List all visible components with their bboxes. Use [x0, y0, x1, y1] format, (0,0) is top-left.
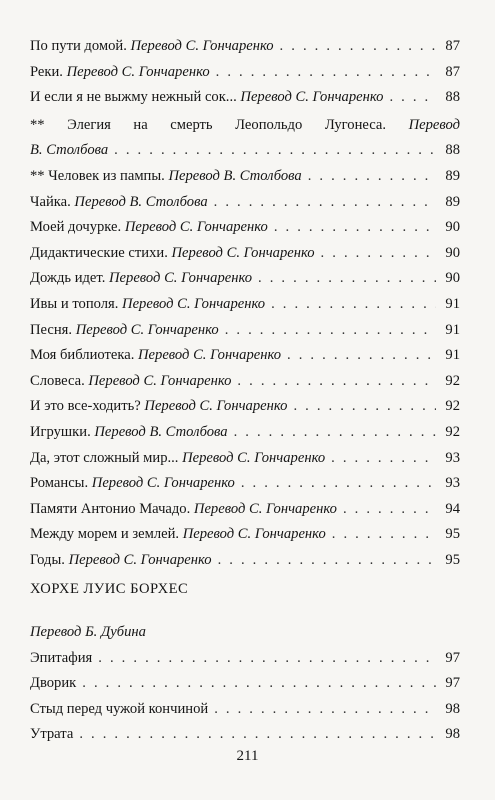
entry-title: Песня.: [30, 321, 76, 338]
entry-translator: Перевод С. Гончаренко: [122, 295, 266, 312]
toc-entry: [30, 292, 460, 318]
entry-translator: В. Столбова: [30, 142, 109, 159]
entry-title: Дождь идет.: [30, 270, 109, 287]
entry-title: Ивы и тополя.: [30, 295, 123, 312]
entry-translator: Перевод С. Гончаренко: [193, 500, 337, 517]
entry-translator: Перевод С. Гончаренко: [68, 551, 212, 568]
entry-title: Да, этот сложный мир...: [30, 449, 183, 466]
toc-entry: [30, 369, 460, 395]
section-contents: [30, 620, 460, 748]
dot-leader: [216, 60, 436, 86]
entry-page-number: 92: [445, 398, 460, 415]
entry-translator: Перевод С. Гончаренко: [75, 321, 219, 338]
entry-title: ** Человек из пампы.: [30, 167, 169, 184]
entry-title-word: Леопольдо: [235, 116, 303, 133]
dot-leader: [332, 522, 436, 548]
entry-translator: Перевод С. Гончаренко: [66, 63, 210, 80]
section-translator: Перевод Б. Дубина: [30, 624, 146, 640]
toc-entry: [30, 471, 460, 497]
entry-title: Дворик: [30, 675, 77, 692]
entry-title-word: **: [30, 116, 45, 133]
entry-translator: Перевод С. Гончаренко: [130, 38, 274, 54]
entry-title: Памяти Антонио Мачадо.: [30, 500, 194, 517]
dot-leader: [321, 241, 436, 267]
page-number: 211: [236, 748, 259, 764]
dot-leader: [343, 497, 436, 523]
entry-title-word: Лугонеса.: [324, 116, 387, 133]
table-of-contents: [30, 34, 460, 573]
entry-page-number: 90: [445, 244, 460, 261]
entry-title: Моей дочурке.: [30, 219, 125, 236]
entry-title: Эпитафия: [30, 649, 93, 666]
dot-leader: [258, 266, 436, 292]
entry-translator: Перевод С. Гончаренко: [182, 449, 326, 466]
dot-leader: [389, 85, 436, 111]
entry-translator: Перевод С. Гончаренко: [182, 526, 326, 543]
entry-page-number: 88: [445, 89, 460, 106]
toc-entry: [30, 446, 460, 472]
toc-entry: [30, 646, 460, 672]
toc-entry: [30, 164, 460, 190]
dot-leader: [79, 722, 436, 748]
dot-leader: [241, 471, 436, 497]
entry-title: По пути домой.: [30, 38, 131, 54]
entry-title: Чайка.: [30, 193, 75, 210]
entry-page-number: 97: [445, 675, 460, 692]
toc-entry: [30, 671, 460, 697]
dot-leader: [114, 138, 436, 164]
entry-page-number: 95: [445, 551, 460, 568]
entry-translator: Перевод С. Гончаренко: [144, 398, 288, 415]
entry-page-number: 92: [445, 372, 460, 389]
entry-title: Годы.: [30, 551, 69, 568]
dot-leader: [237, 369, 436, 395]
toc-entry: [30, 343, 460, 369]
toc-entry: [30, 522, 460, 548]
entry-translator: Перевод: [408, 116, 460, 133]
dot-leader: [214, 190, 436, 216]
entry-page-number: 93: [445, 449, 460, 466]
dot-leader: [287, 343, 436, 369]
dot-leader: [271, 292, 436, 318]
toc-entry: [30, 318, 460, 344]
toc-entry: [30, 722, 460, 748]
entry-translator: Перевод С. Гончаренко: [240, 89, 384, 106]
entry-title: Моя библиотека.: [30, 347, 138, 364]
entry-translator: Перевод С. Гончаренко: [171, 244, 315, 261]
entry-page-number: 98: [445, 726, 460, 743]
toc-entry: [30, 697, 460, 723]
entry-title: И если я не выжму нежный сок...: [30, 89, 241, 106]
entry-title: Стыд перед чужой кончиной: [30, 700, 209, 717]
entry-title: Дидактические стихи.: [30, 244, 172, 261]
section-heading: ХОРХЕ ЛУИС БОРХЕС: [30, 581, 189, 597]
entry-translator: Перевод С. Гончаренко: [109, 270, 253, 287]
dot-leader: [98, 646, 436, 672]
dot-leader: [234, 420, 436, 446]
entry-translator: Перевод С. Гончаренко: [91, 475, 235, 492]
entry-translator: Перевод В. Столбова: [74, 193, 208, 210]
toc-entry: [30, 394, 460, 420]
entry-translator: Перевод С. Гончаренко: [138, 347, 282, 364]
entry-title: Игрушки.: [30, 423, 95, 440]
entry-title: Между морем и землей.: [30, 526, 183, 543]
entry-title: Реки.: [30, 63, 67, 80]
toc-entry: [30, 548, 460, 574]
toc-entry-multiline: [30, 113, 460, 164]
entry-page-number: 92: [445, 423, 460, 440]
toc-entry: [30, 420, 460, 446]
entry-page-number: 87: [445, 63, 460, 80]
entry-translator: Перевод В. Столбова: [94, 423, 228, 440]
dot-leader: [214, 697, 436, 723]
entry-title: Словеса.: [30, 372, 89, 389]
toc-entry: [30, 34, 460, 60]
dot-leader: [82, 671, 436, 697]
entry-page-number: 88: [445, 142, 460, 159]
entry-page-number: 91: [445, 321, 460, 338]
entry-title-word: смерть: [170, 116, 213, 133]
entry-page-number: 87: [445, 38, 460, 54]
entry-page-number: 93: [445, 475, 460, 492]
dot-leader: [225, 318, 436, 344]
entry-page-number: 97: [445, 649, 460, 666]
entry-page-number: 95: [445, 526, 460, 543]
entry-page-number: 89: [445, 193, 460, 210]
entry-title: И это все-ходить?: [30, 398, 145, 415]
entry-page-number: 91: [445, 347, 460, 364]
dot-leader: [331, 446, 436, 472]
entry-translator: Перевод С. Гончаренко: [124, 219, 268, 236]
toc-entry: [30, 241, 460, 267]
dot-leader: [218, 548, 436, 574]
toc-entry: [30, 85, 460, 111]
entry-title-word: на: [133, 116, 148, 133]
toc-entry: [30, 266, 460, 292]
entry-title: Романсы.: [30, 475, 92, 492]
dot-leader: [293, 394, 436, 420]
dot-leader: [274, 215, 436, 241]
entry-title: Утрата: [30, 726, 74, 743]
dot-leader: [308, 164, 436, 190]
entry-page-number: 98: [445, 700, 460, 717]
entry-page-number: 90: [445, 270, 460, 287]
toc-entry: [30, 215, 460, 241]
entry-page-number: 90: [445, 219, 460, 236]
toc-entry: [30, 497, 460, 523]
toc-entry: [30, 190, 460, 216]
entry-translator: Перевод В. Столбова: [168, 167, 302, 184]
entry-title-word: Элегия: [67, 116, 111, 133]
entry-translator: Перевод С. Гончаренко: [88, 372, 232, 389]
toc-entry: [30, 60, 460, 86]
entry-page-number: 91: [445, 295, 460, 312]
entry-page-number: 94: [445, 500, 460, 517]
dot-leader: [280, 34, 436, 60]
entry-page-number: 89: [445, 167, 460, 184]
